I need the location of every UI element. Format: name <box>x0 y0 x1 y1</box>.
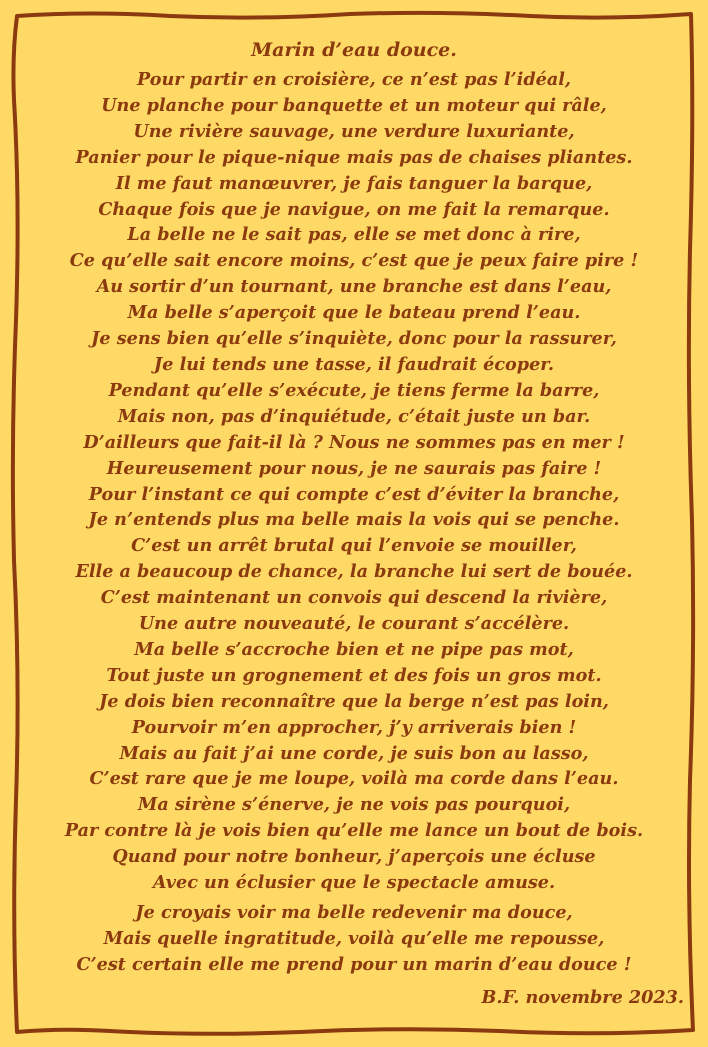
poem-line: C’est maintenant un convois qui descend la rivière, <box>100 587 608 609</box>
poem-line: Ma sirène s’énerve, je ne vois pas pourquoi, <box>137 794 571 816</box>
poem-line: Pour l’instant ce qui compte c’est d’éviter la branche, <box>88 483 620 505</box>
poem-line: Pendant qu’elle s’exécute, je tiens ferme la barre, <box>108 379 600 401</box>
stanza-1 <box>0 67 708 896</box>
poem-line: Je n’entends plus ma belle mais la vois qui se penche. <box>88 509 620 531</box>
poem-line: Mais non, pas d’inquiétude, c’était juste un bar. <box>117 405 591 427</box>
poem-line: Pourvoir m’en approcher, j’y arriverais bien ! <box>131 716 577 738</box>
poem-line: Par contre là je vois bien qu’elle me lance un bout de bois. <box>64 820 644 842</box>
poem-line: Chaque fois que je navigue, on me fait la remarque. <box>98 198 610 220</box>
poem-line: Je sens bien qu’elle s’inquiète, donc pour la rassurer, <box>91 328 617 350</box>
poem-line: Avec un éclusier que le spectacle amuse. <box>152 872 556 894</box>
poem-line: Mais au fait j’ai une corde, je suis bon au lasso, <box>119 742 589 764</box>
poem-line: C’est un arrêt brutal qui l’envoie se mouiller, <box>131 535 577 557</box>
poem-line: C’est rare que je me loupe, voilà ma corde dans l’eau. <box>89 768 619 790</box>
poem-line: Ma belle s’aperçoit que le bateau prend l’eau. <box>127 302 581 324</box>
poem-line: D’ailleurs que fait-il là ? Nous ne sommes pas en mer ! <box>83 431 625 453</box>
stanza-2 <box>0 900 708 978</box>
poem-line: Ma belle s’accroche bien et ne pipe pas mot, <box>134 638 574 660</box>
poem-line: Une planche pour banquette et un moteur qui râle, <box>101 94 607 116</box>
poem-title: Marin d’eau douce. <box>251 39 457 61</box>
poem-line: La belle ne le sait pas, elle se met donc à rire, <box>127 224 581 246</box>
poem-line: Il me faut manœuvrer, je fais tanguer la barque, <box>115 172 593 194</box>
poem-line: Au sortir d’un tournant, une branche est dans l’eau, <box>96 276 612 298</box>
poem-line: Elle a beaucoup de chance, la branche lui sert de bouée. <box>75 561 633 583</box>
poem-line: Je lui tends une tasse, il faudrait écoper. <box>153 353 555 375</box>
poem-line: Je dois bien reconnaître que la berge n’est pas loin, <box>99 690 609 712</box>
poem-line: Ce qu’elle sait encore moins, c’est que je peux faire pire ! <box>69 250 639 272</box>
poem-line: C’est certain elle me prend pour un marin d’eau douce ! <box>76 953 632 975</box>
poem-line: Pour partir en croisière, ce n’est pas l’idéal, <box>136 69 572 90</box>
poem-line: Mais quelle ingratitude, voilà qu’elle me repousse, <box>103 927 605 949</box>
signature: B.F. novembre 2023. <box>481 987 684 1008</box>
poem-line: Je croyais voir ma belle redevenir ma douce, <box>135 902 573 923</box>
poem-line: Quand pour notre bonheur, j’aperçois une écluse <box>112 846 596 868</box>
poem-line: Heureusement pour nous, je ne saurais pas faire ! <box>106 457 602 479</box>
poem-line: Tout juste un grognement et des fois un gros mot. <box>106 664 602 686</box>
poem-line: Panier pour le pique-nique mais pas de chaises pliantes. <box>75 146 633 168</box>
poem-line: Une autre nouveauté, le courant s’accélère. <box>138 613 570 635</box>
poem-line: Une rivière sauvage, une verdure luxuriante, <box>133 120 575 142</box>
